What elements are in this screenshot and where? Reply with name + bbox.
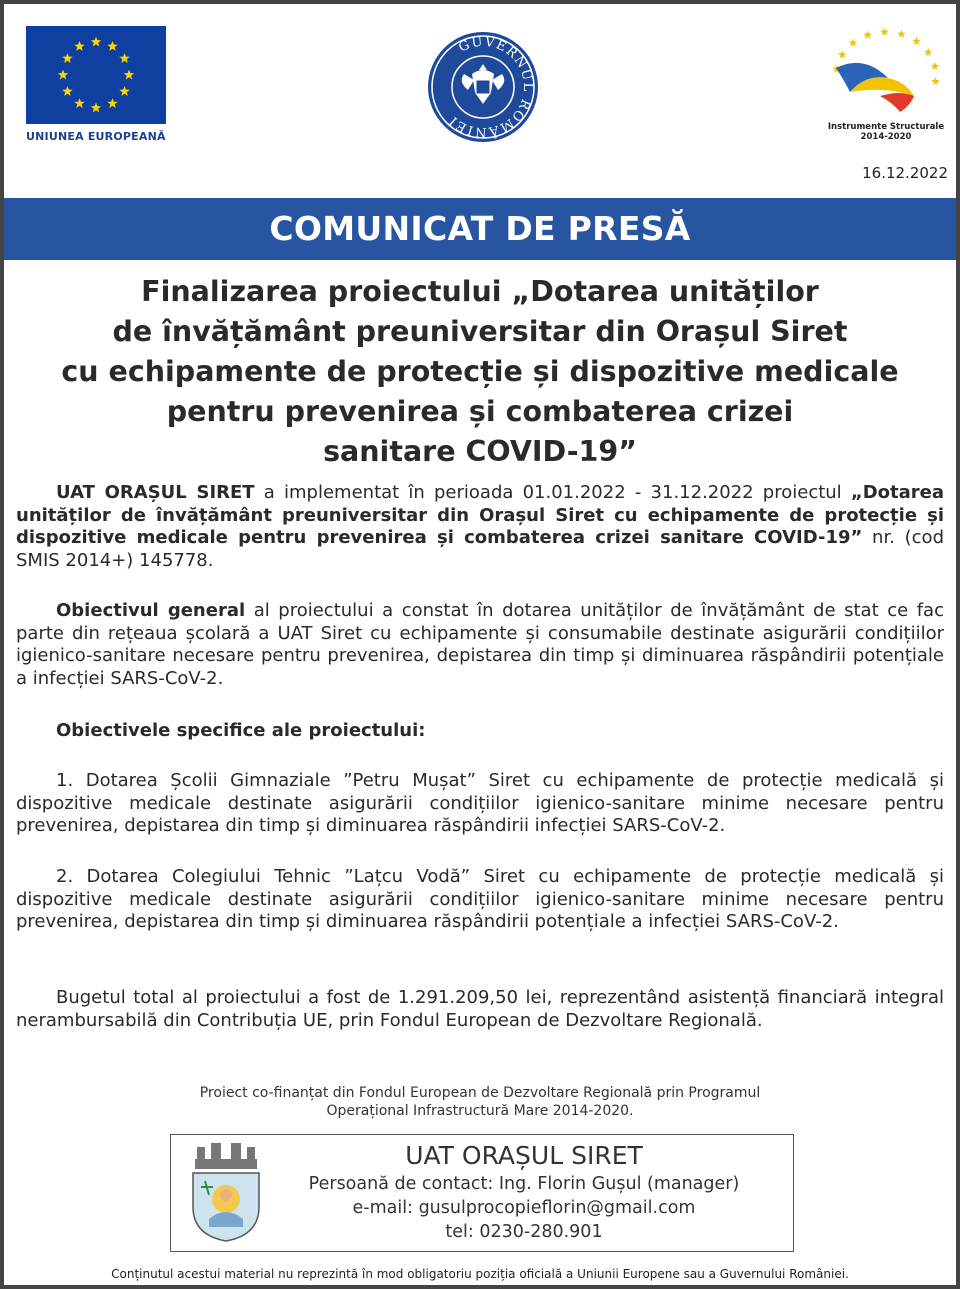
star-icon [62,53,72,63]
star-icon [849,39,858,47]
contact-email[interactable]: e-mail: gusulprocopieflorin@gmail.com [352,1198,696,1218]
title-line: sanitare COVID-19” [323,435,637,468]
guvernul-romaniei-seal-icon [426,30,540,144]
star-icon [838,50,847,58]
intro-paragraph [16,482,944,572]
instrumente-structurale-icon [822,22,950,118]
star-icon [74,98,84,108]
star-icon [931,77,940,85]
star-icon [880,28,889,36]
general-objective-label: Obiectivul general [56,600,246,621]
logo-header [4,4,956,164]
specific-objective-2: 2. Dotarea Colegiului Tehnic ”Lațcu Vodă” Siret cu echipamente de protecție medicală și dispozitive medicale destinate asigurării condițiilor igienico-sanitare minime necesare pentru prevenirea, depistarea din timp și diminuarea răspândirii potențiale a infecției SARS-CoV-2. [16,866,944,933]
star-icon [107,41,117,51]
cofinancing-note [154,1084,806,1120]
contact-phone[interactable]: tel: 0230-280.901 [445,1222,603,1242]
title-line: cu echipamente de protecție și dispozitive medicale [61,355,899,388]
contact-title: UAT ORAȘUL SIRET [405,1141,643,1170]
general-objective-paragraph [16,600,944,690]
cofinancing-line-2: Operațional Infrastructură Mare 2014-2020. [326,1103,634,1119]
eu-logo [26,26,172,143]
star-icon [58,70,68,80]
star-icon [124,70,134,80]
star-icon [91,37,101,47]
gov-seal-text: GUVERNUL ROMÂNIEI [445,34,536,140]
specific-objectives-heading [16,720,944,743]
star-icon [107,98,117,108]
uat-name: UAT ORAȘUL SIRET [56,482,255,503]
star-icon [74,41,84,51]
contact-details [279,1139,769,1244]
smis-code: nr. (cod SMIS 2014+) 145778. [16,527,945,571]
siret-coat-of-arms-icon [187,1143,265,1243]
budget-paragraph: Bugetul total al proiectului a fost de 1.291.209,50 lei, reprezentând asistență financiară integral nerambursabilă din Contribuția UE, prin Fondul European de Dezvoltare Regională. [16,987,944,1031]
star-icon [119,53,129,63]
intro-text: a implementat în perioada 01.01.2022 - 31.12.2022 proiectul [254,482,851,503]
title-line: de învățământ preuniversitar din Orașul Siret [112,315,848,348]
specific-objectives-label: Obiectivele specifice ale proiectului: [56,720,426,741]
general-objective-text: al proiectului a constat în dotarea unităților de învățământ de stat ce fac parte din rețeaua școlară a UAT Siret cu echipamente și consumabile destinate asigurării condițiilor igienico-sanitare necesare pentru prevenirea, depistarea din timp și diminuarea răspândirii potențiale a infecției SARS-CoV-2. [16,600,944,689]
title-line: pentru prevenirea și combaterea crizei [166,395,794,428]
release-date: 16.12.2022 [862,164,948,182]
cofinancing-line-1: Proiect co-finanțat din Fondul European de Dezvoltare Regională prin Programul [199,1085,761,1101]
disclaimer: Conținutul acestui material nu reprezintă în mod obligatoriu poziția oficială a Uniunii Europene sau a Guvernului României. [111,1267,849,1281]
eu-flag-icon [26,26,166,124]
star-icon [897,30,906,38]
star-icon [863,31,872,39]
project-title [24,272,936,472]
specific-objective-1: 1. Dotarea Școlii Gimnaziale ”Petru Mușat” Siret cu echipamente de protecție medicală și dispozitive medicale destinate asigurării condițiilor igienico-sanitare minime necesare pentru prevenirea, depistarea din timp și diminuarea răspândirii infecției SARS-CoV-2. [16,770,944,837]
star-icon [62,86,72,96]
star-icon [912,37,921,45]
project-name: „Dotarea unităților de învățământ preuniversitar din Orașul Siret cu echipamente de protecție și dispozitive medicale pentru prevenirea și combaterea crizei sanitare COVID-19” [16,482,944,549]
star-icon [91,103,101,113]
star-icon [924,48,933,56]
contact-box [170,1134,794,1252]
instrumente-structurale-logo [822,22,950,142]
eu-label: UNIUNEA EUROPEANĂ [26,130,166,143]
star-icon [931,62,940,70]
is-label-2: 2014-2020 [860,132,912,142]
is-label-1: Instrumente Structurale [827,122,945,132]
title-line: Finalizarea proiectului „Dotarea unităților [141,275,819,308]
contact-person: Persoană de contact: Ing. Florin Gușul (manager) [308,1174,740,1194]
press-release-banner: COMUNICAT DE PRESĂ [4,198,956,260]
star-icon [119,86,129,96]
